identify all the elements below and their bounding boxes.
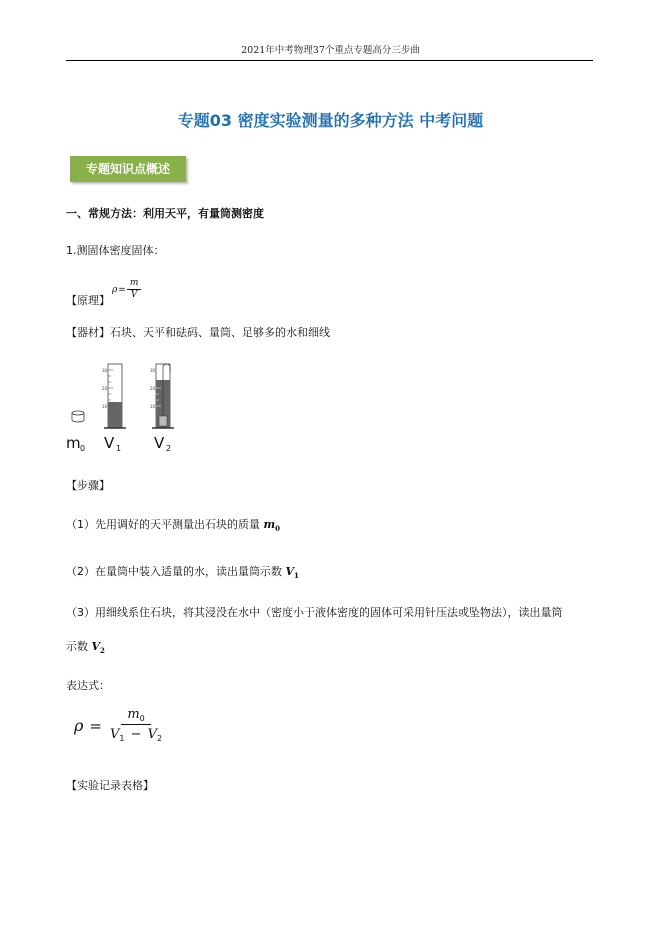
principle-row [66,272,141,308]
expr-fraction [108,708,164,744]
step-1-text: （1）先用调好的天平测量出石块的质量 [66,518,260,531]
record-table-label: 【实验记录表格】 [66,779,154,792]
stone-icon [72,411,84,422]
density-formula [112,279,141,300]
step-3-text: 示数 [66,640,88,653]
step-3-line-1: （3）用细线系住石块，将其浸没在水中（密度小于液体密度的固体可采用针压法或坠物法），读出量筒 [66,606,563,619]
graduated-cylinder-2-icon [152,364,174,428]
formula-denominator: V [130,289,138,300]
formula-numerator: m [127,279,142,289]
formula-eq: = [118,284,126,295]
item-heading: 1.测固体密度固体： [66,244,165,257]
formula-rho: ρ [112,284,118,295]
label-v1: V [104,434,115,452]
header-divider [66,60,593,61]
equipment-row [66,324,330,340]
tick-label-20: 20 [102,386,108,391]
section-heading: 一、常规方法：利用天平，有量筒测密度 [66,207,264,220]
label-v2: V [154,434,165,452]
expression-label: 表达式： [66,679,110,692]
step-1 [66,516,280,533]
step-3-line-2 [66,638,105,655]
formula-fraction [127,279,142,300]
tick-label-20-b: 20 [150,386,156,391]
tick-label-10-b: 10 [150,404,156,409]
tick-label-10: 10 [102,404,108,409]
step-1-var: $m_0$ [263,518,281,533]
expr-denominator: $V_1 - V_2$ [109,727,163,744]
expr-numerator: $m_0$ [121,708,150,725]
label-v1-sub: 1 [116,444,122,453]
document-title: 专题03 密度实验测量的多种方法 中考问题 [177,111,484,130]
expression-formula [74,708,164,744]
step-2-text: （2）在量筒中装入适量的水，读出量筒示数 [66,565,282,578]
label-v2-sub: 2 [166,444,172,453]
section-badge: 专题知识点概述 [70,156,186,182]
principle-label: 【原理】 [66,294,110,307]
step-2-var: $V_1$ [285,565,299,580]
tick-label-30-b: 30 [150,368,156,373]
equipment-label: 【器材】 [66,326,110,339]
expr-eq: = [89,716,102,735]
graduated-cylinder-1-icon [104,364,126,428]
tick-label-30: 30 [102,368,108,373]
steps-label: 【步骤】 [66,479,110,492]
page-header: 2021年中考物理37个重点专题高分三步曲 [241,45,420,56]
expr-rho: ρ [74,716,84,736]
step-3-var: $V_2$ [91,640,105,655]
equipment-text: 石块、天平和砝码、量筒、足够多的水和细线 [110,326,330,339]
step-2 [66,563,299,580]
label-m-sub: 0 [80,444,86,453]
measurement-figure [64,360,194,455]
label-m: m [66,434,81,452]
